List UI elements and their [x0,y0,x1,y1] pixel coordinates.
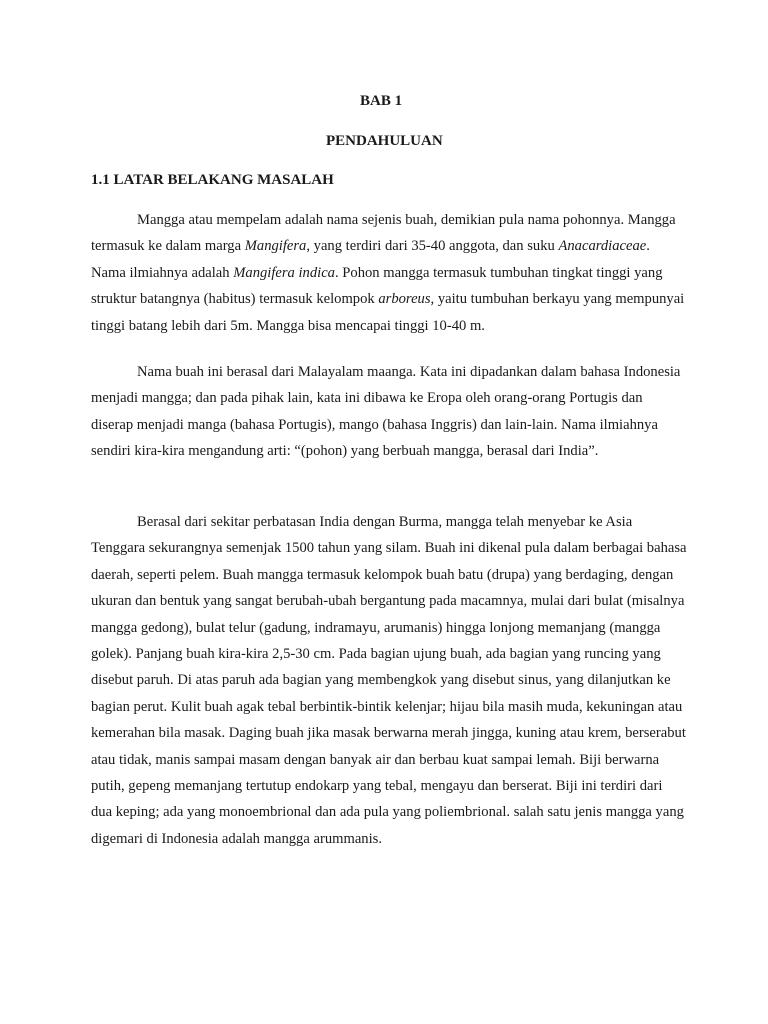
section-heading: 1.1 LATAR BELAKANG MASALAH [91,172,334,188]
paragraph-1-text-b: , yang terdiri dari 35-40 anggota, dan suku [306,238,559,255]
paragraph-1 [91,207,687,339]
genus-mangifera: Mangifera [244,238,307,255]
chapter-number: BAB 1 [360,93,403,109]
family-anacardiaceae: Anacardiaceae [558,238,647,255]
chapter-title: PENDAHULUAN [326,133,443,149]
term-arboreus: arboreus [378,291,431,308]
paragraph-2: Nama buah ini berasal dari Malayalam maanga. Kata ini dipadankan dalam bahasa Indonesia menjadi mangga; dan pada pihak lain, kata ini dibawa ke Eropa oleh orang-orang Portugis dan diserap menjadi manga (bahasa Portugis), mango (bahasa Inggris) dan lain-lain. Nama ilmiahnya sendiri kira-kira mengandung arti: “(pohon) yang berbuah mangga, berasal dari India”. [91,364,681,460]
paragraph-1-text-e: , yaitu tumbuhan berkayu yang mempunyai tinggi batang lebih dari 5m. Mangga bisa mencapai tinggi 10-40 m. [91,291,685,334]
paragraph-1-text-d: . Pohon mangga termasuk tumbuhan tingkat tinggi yang struktur batangnya (habitus) termasuk kelompok [91,264,663,308]
paragraph-1-text-a: Mangga atau mempelam adalah nama sejenis buah, demikian pula nama pohonnya. Mangga termasuk ke dalam marga [91,212,676,255]
paragraph-3: Berasal dari sekitar perbatasan India dengan Burma, mangga telah menyebar ke Asia Tenggara sekurangnya semenjak 1500 tahun yang silam. Buah ini dikenal pula dalam berbagai bahasa daerah, seperti pelem. Buah mangga termasuk kelompok buah batu (drupa) yang berdaging, dengan ukuran dan bentuk yang sangat berubah-ubah bergantung pada macamnya, mulai dari bulat (misalnya mangga gedong), bulat telur (gadung, indramayu, arumanis) hingga lonjong memanjang (mangga golek). Panjang buah kira-kira 2,5-30 cm. Pada bagian ujung buah, ada bagian yang runcing yang disebut paruh. Di atas paruh ada bagian yang membengkok yang disebut sinus, yang dilanjutkan ke bagian perut. Kulit buah agak tebal berbintik-bintik kelenjar; hijau bila masih muda, kekuningan atau kemerahan bila masak. Daging buah jika masak berwarna merah jingga, kuning atau krem, berserabut atau tidak, manis sampai masam dengan banyak air dan berbau kuat sampai lemah. Biji berwarna putih, gepeng memanjang tertutup endokarp yang tebal, mengayu dan berserat. Biji ini terdiri dari dua keping; ada yang monoembrional dan ada pula yang poliembrional. salah satu jenis mangga yang digemari di Indonesia adalah mangga arummanis. [91,514,687,847]
species-mangifera-indica: Mangifera indica [233,264,335,281]
paragraph-1-text-c: . Nama ilmiahnya adalah [91,238,650,281]
